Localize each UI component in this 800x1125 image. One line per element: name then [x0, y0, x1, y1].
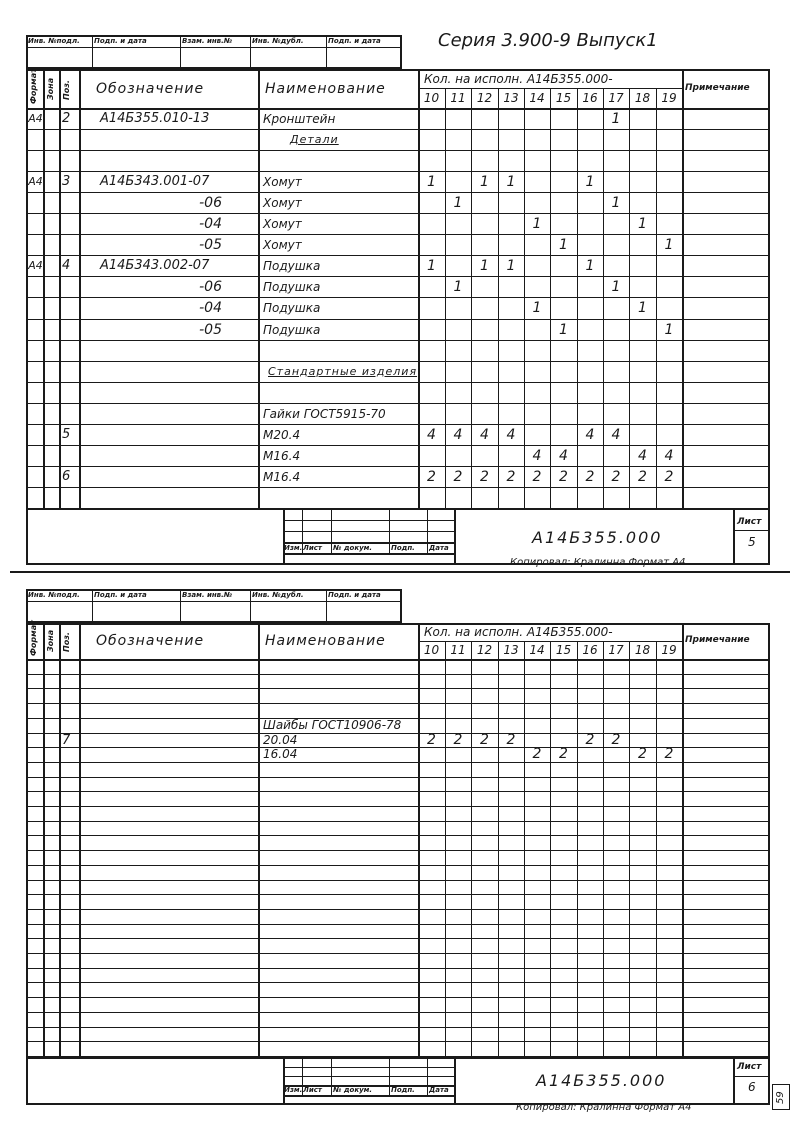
column-header-quantity-group: Кол. на исполн. А14Б355.000- [424, 72, 613, 86]
row-name: М20.4 [263, 427, 301, 442]
row-quantity: 2 [453, 731, 463, 748]
row-line [26, 806, 770, 807]
stamp-label: Взам. инв.№ [182, 591, 233, 599]
row-line [26, 953, 770, 954]
row-quantity: 1 [480, 174, 489, 191]
column-header-format: Формат [29, 620, 38, 656]
row-line [26, 688, 770, 689]
row-quantity: 4 [559, 447, 568, 464]
variant-header-16: 16 [582, 643, 598, 657]
copier-footer: Копировал: Кралинна Формат А4 [510, 557, 686, 568]
row-quantity: 2 [427, 731, 436, 748]
row-designation: -05 [199, 321, 222, 338]
title-block-label: № докум. [333, 1086, 373, 1094]
row-name: Стандартные изделия [268, 364, 418, 378]
variant-header-13: 13 [503, 91, 519, 105]
sheet-number: 5 [748, 535, 756, 549]
title-block-label: Подп. [391, 1086, 415, 1094]
row-position: 4 [62, 258, 71, 274]
row-quantity: 2 [427, 468, 436, 485]
sheet-label: Лист [737, 1062, 762, 1072]
row-name: Подушка [263, 280, 321, 295]
variant-header-15: 15 [555, 91, 572, 105]
row-name: Подушка [263, 259, 321, 274]
row-quantity: 2 [559, 746, 568, 763]
row-line [26, 880, 770, 881]
row-quantity: 2 [506, 468, 516, 485]
row-name: М16.4 [263, 448, 301, 463]
row-position: 2 [62, 111, 71, 126]
row-quantity: 4 [585, 426, 595, 443]
row-name: Шайбы ГОСТ10906-78 [263, 717, 402, 732]
row-quantity: 2 [480, 468, 489, 485]
row-position: 7 [62, 732, 71, 748]
row-quantity: 2 [559, 468, 568, 485]
row-quantity: 1 [480, 258, 489, 275]
margin-page-mark: 59 [775, 1091, 786, 1104]
stamp-label: Взам. инв.№ [182, 37, 233, 45]
sheet-number: 6 [748, 1080, 756, 1094]
row-quantity: 1 [611, 195, 621, 212]
row-quantity: 1 [559, 237, 568, 254]
row-quantity: 4 [506, 426, 516, 443]
column-header-format: Формат [29, 68, 38, 104]
column-header-name: Наименование [265, 81, 386, 97]
variant-header-16: 16 [582, 91, 598, 105]
column-header-note: Примечание [685, 635, 750, 645]
variant-header-11: 11 [450, 91, 466, 105]
row-line [26, 777, 770, 778]
stamp-label: Подп. и дата [328, 37, 381, 45]
row-designation: А14Б343.002-07 [100, 258, 210, 274]
variant-header-10: 10 [423, 91, 440, 105]
row-designation: -04 [199, 300, 222, 317]
row-name: Хомут [263, 175, 302, 190]
row-name: 16.04 [263, 747, 298, 762]
row-quantity: 4 [664, 447, 674, 464]
variant-header-19: 19 [661, 643, 677, 657]
title-block-label: Лист [303, 1086, 322, 1094]
row-quantity: 4 [480, 426, 489, 443]
variant-header-18: 18 [634, 91, 651, 105]
row-name: Подушка [263, 301, 321, 316]
row-quantity: 2 [532, 468, 542, 485]
row-line [26, 762, 770, 763]
variant-header-11: 11 [450, 643, 466, 657]
column-header-position: Поз. [62, 80, 71, 100]
row-quantity: 1 [532, 216, 542, 233]
row-quantity: 1 [453, 195, 463, 212]
variant-header-17: 17 [608, 643, 624, 657]
row-line [26, 894, 770, 895]
row-quantity: 4 [638, 447, 647, 464]
margin-mark-box [772, 1084, 790, 1110]
row-quantity: 2 [480, 731, 489, 748]
row-quantity: 2 [664, 746, 674, 763]
row-format: А4 [28, 259, 43, 273]
row-quantity: 1 [506, 174, 516, 191]
row-line [26, 821, 770, 822]
row-quantity: 1 [427, 258, 436, 275]
row-designation: А14Б343.001-07 [100, 174, 210, 190]
row-quantity: 2 [664, 468, 674, 485]
column-header-designation: Обозначение [96, 81, 205, 97]
row-quantity: 1 [611, 279, 621, 296]
row-line [26, 674, 770, 675]
column-header-name: Наименование [265, 633, 386, 649]
row-position: 3 [62, 174, 71, 190]
row-quantity: 2 [638, 746, 647, 763]
title-block-label: Лист [303, 544, 322, 552]
row-quantity: 1 [611, 111, 621, 127]
row-quantity: 2 [585, 468, 595, 485]
document-number: А14Б355.000 [532, 528, 663, 547]
row-designation: -06 [199, 279, 222, 296]
row-name: Хомут [263, 196, 302, 211]
row-line [26, 909, 770, 910]
row-line [26, 924, 770, 925]
stamp-label: Инв. №дубл. [252, 37, 304, 45]
variant-header-14: 14 [529, 643, 545, 657]
row-position: 5 [62, 426, 71, 442]
row-name: 20.04 [263, 732, 298, 747]
row-line [26, 1056, 770, 1057]
row-quantity: 1 [559, 321, 568, 338]
variant-header-12: 12 [476, 91, 493, 105]
row-name: Хомут [263, 238, 302, 253]
row-quantity: 1 [638, 216, 647, 233]
column-header-position: Поз. [62, 632, 71, 652]
row-line [26, 997, 770, 998]
title-block-label: Дата [429, 544, 449, 552]
copier-footer: Копировал: Кралинна Формат А4 [516, 1102, 692, 1113]
row-name: Гайки ГОСТ5915-70 [263, 406, 386, 421]
row-format: А4 [28, 175, 43, 189]
row-quantity: 4 [611, 426, 621, 443]
row-line [26, 1041, 770, 1042]
variant-header-18: 18 [634, 643, 651, 657]
row-quantity: 1 [506, 258, 516, 275]
row-quantity: 2 [638, 468, 647, 485]
row-quantity: 2 [453, 468, 463, 485]
row-line [26, 968, 770, 969]
row-line [26, 1012, 770, 1013]
variant-header-15: 15 [555, 643, 572, 657]
row-quantity: 1 [453, 279, 463, 296]
title-block-label: Изм. [284, 544, 303, 552]
title-block-label: Дата [429, 1086, 449, 1094]
stamp-label: Инв. №подл. [28, 591, 80, 599]
column-header-zone: Зона [46, 629, 55, 652]
row-name: Кронштейн [263, 112, 336, 126]
row-position: 6 [62, 468, 71, 484]
row-quantity: 1 [664, 321, 674, 338]
row-quantity: 4 [453, 426, 463, 443]
variant-header-12: 12 [476, 643, 493, 657]
row-name: Хомут [263, 217, 302, 232]
row-line [26, 982, 770, 983]
row-designation: -06 [199, 195, 222, 212]
row-format: А4 [28, 112, 43, 125]
series-title: Серия 3.900-9 Выпуск1 [438, 30, 658, 51]
row-designation: -04 [199, 216, 222, 233]
document-number: А14Б355.000 [536, 1071, 667, 1090]
row-line [26, 835, 770, 836]
variant-header-10: 10 [423, 643, 440, 657]
row-name: М16.4 [263, 469, 301, 484]
row-line [26, 850, 770, 851]
row-quantity: 2 [506, 731, 516, 748]
row-quantity: 1 [664, 237, 674, 254]
title-block-label: Подп. [391, 544, 415, 552]
row-line [26, 791, 770, 792]
row-quantity: 1 [638, 300, 647, 317]
variant-header-14: 14 [529, 91, 545, 105]
title-block-label: № докум. [333, 544, 373, 552]
row-quantity: 1 [585, 258, 595, 275]
stamp-label: Инв. №подл. [28, 37, 80, 45]
row-quantity: 2 [611, 468, 621, 485]
row-quantity: 2 [532, 746, 542, 763]
stamp-label: Подп. и дата [94, 37, 147, 45]
row-quantity: 1 [585, 174, 595, 191]
column-header-zone: Зона [46, 77, 55, 100]
row-quantity: 2 [585, 731, 595, 748]
row-quantity: 2 [611, 731, 621, 748]
row-quantity: 1 [532, 300, 542, 317]
title-block-label: Изм. [284, 1086, 303, 1094]
row-name: Детали [290, 133, 339, 147]
stamp-label: Инв. №дубл. [252, 591, 304, 599]
row-line [26, 703, 770, 704]
row-line [26, 865, 770, 866]
row-quantity: 4 [532, 447, 542, 464]
column-header-note: Примечание [685, 83, 750, 93]
stamp-label: Подп. и дата [328, 591, 381, 599]
row-line [26, 1027, 770, 1028]
row-designation: -05 [199, 237, 222, 254]
sheet-label: Лист [737, 517, 762, 527]
column-header-quantity-group: Кол. на исполн. А14Б355.000- [424, 625, 613, 639]
row-name: Подушка [263, 322, 321, 337]
stamp-label: Подп. и дата [94, 591, 147, 599]
variant-header-13: 13 [503, 643, 519, 657]
row-quantity: 1 [427, 174, 436, 191]
variant-header-17: 17 [608, 91, 624, 105]
row-line [26, 938, 770, 939]
row-designation: А14Б355.010-13 [100, 111, 210, 126]
variant-header-19: 19 [661, 91, 677, 105]
row-quantity: 4 [427, 426, 436, 443]
column-header-designation: Обозначение [96, 633, 205, 649]
